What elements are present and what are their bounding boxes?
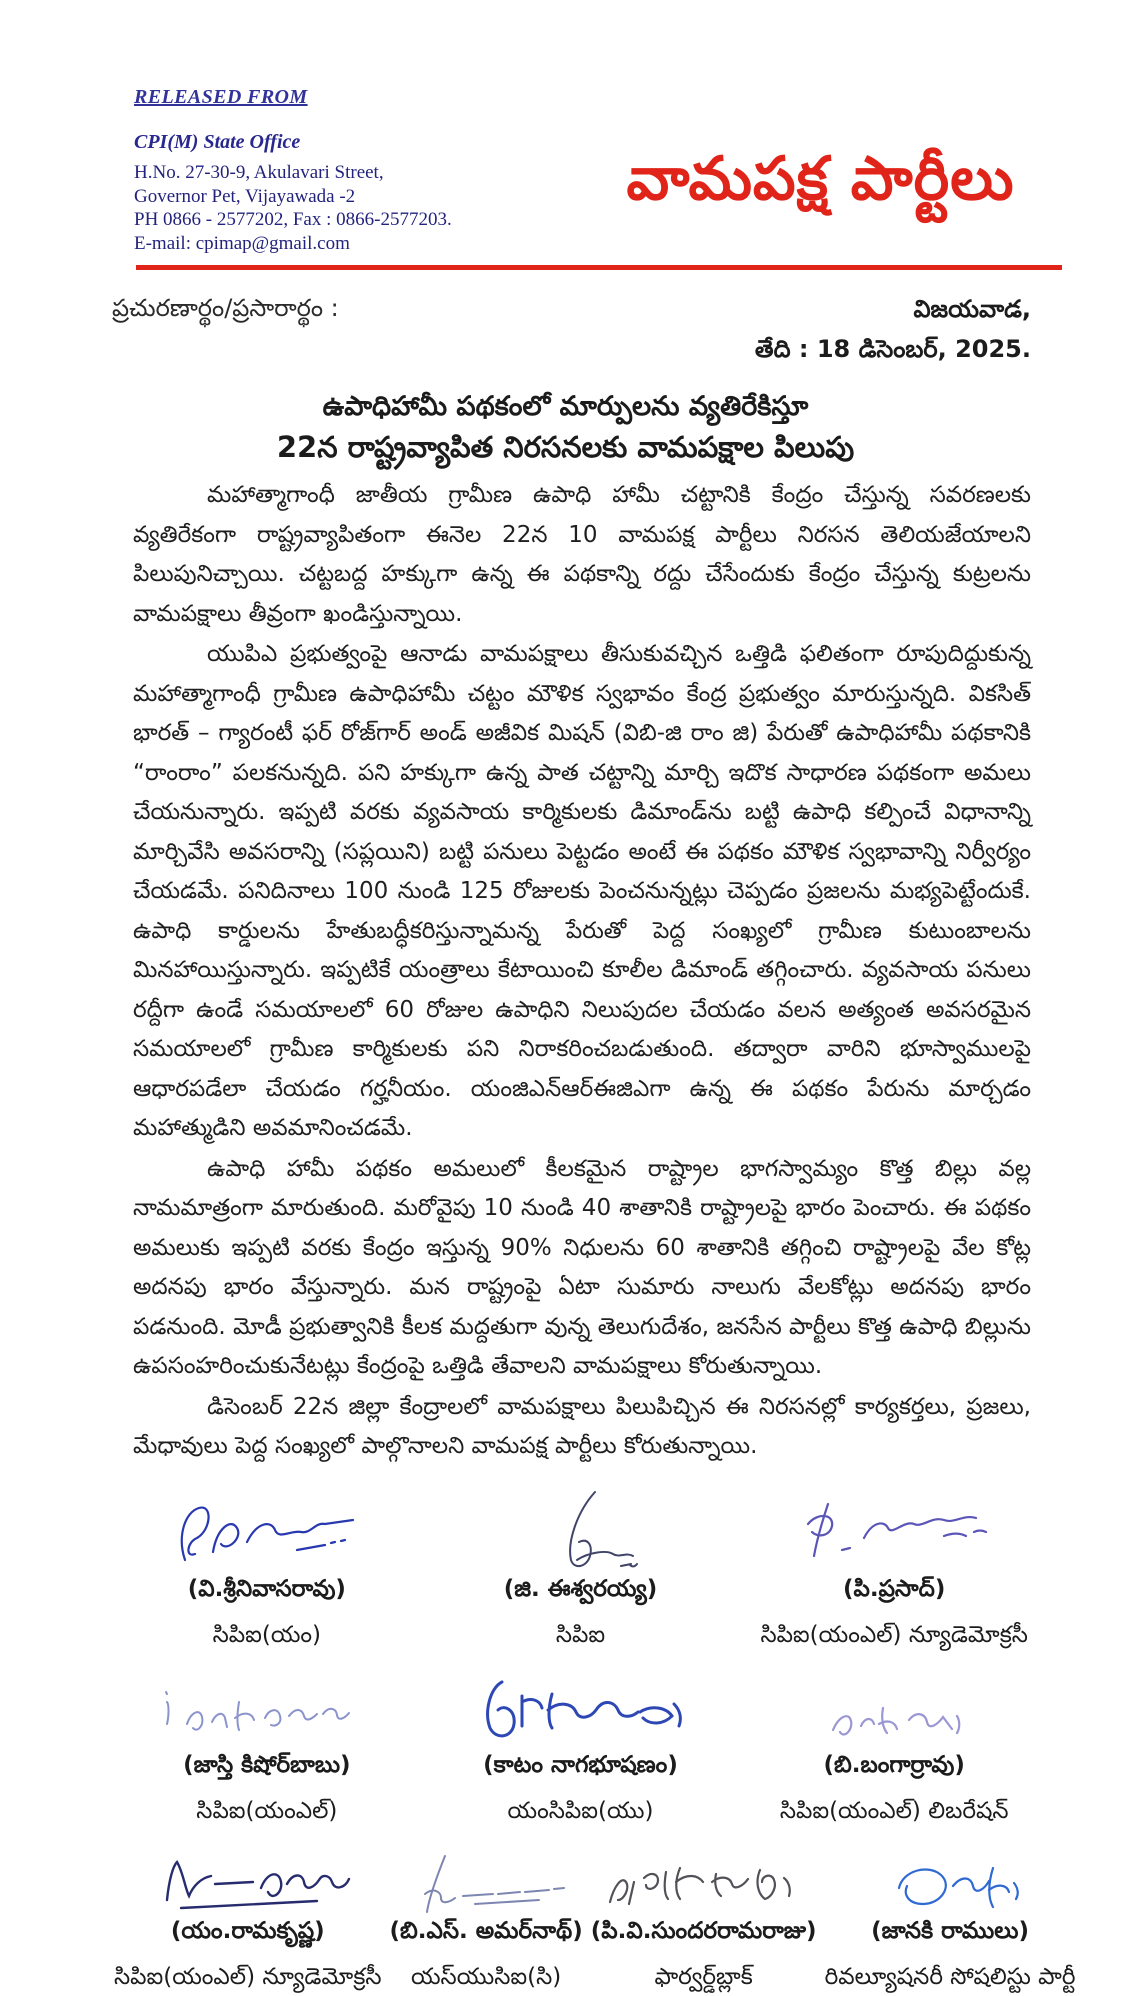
signer-party: సిపిఐ(యంఎల్): [196, 1797, 338, 1824]
signer-name: (పి.ప్రసాద్): [842, 1575, 946, 1602]
signer-name: (జాస్తి కిషోర్‌బాబు): [183, 1751, 351, 1778]
signature-block: [110, 1664, 424, 1830]
signature-row: [110, 1664, 1051, 1830]
headline-line1: ఉపాధిహామీ పథకంలో మార్పులను వ్యతిరేకిస్తూ: [322, 391, 809, 422]
signature-block: [110, 1482, 424, 1654]
signature-ink-kishore-babu: [114, 1670, 420, 1750]
signer-name: (కాటం నాగభూషణం): [483, 1751, 678, 1778]
signature-block: [110, 1840, 385, 1996]
address-line: H.No. 27-30-9, Akulavari Street,: [134, 162, 384, 183]
signature-ink-nagabhushanam: [428, 1670, 734, 1750]
sender-block: [134, 86, 574, 255]
signature-row: [110, 1840, 1076, 1996]
place-date-block: [755, 292, 1031, 372]
signature-block: [424, 1664, 738, 1830]
signature-block: [737, 1482, 1051, 1654]
body-text: [0, 468, 1131, 1467]
signer-party: సిపిఐ(యం): [212, 1621, 322, 1648]
paragraph: మహాత్మాగాంధీ జాతీయ గ్రామీణ ఉపాధి హామీ చట్టానికి కేంద్రం చేస్తున్న సవరణలకు వ్యతిరేకంగా రాష్ట్రవ్యాపితంగా ఈనెల 22న 10 వామపక్ష పార్టీలు నిరసన తెలియజేయాలని పిలుపునిచ్చాయి. చట్టబద్ద హక్కుగా ఉన్న ఈ పథకాన్ని రద్దు చేసేందుకు కేంద్రం చేస్తున్న కుట్రలను వామపక్షాలు తీవ్రంగా ఖండిస్తున్నాయి.: [133, 482, 1031, 627]
place-label: విజయవాడ,: [913, 295, 1031, 323]
signer-party: యస్‌యుసిఐ(సి): [410, 1963, 562, 1990]
signature-ink-amarnath: [389, 1846, 582, 1916]
signer-party: రివల్యూషనరీ సోషలిస్టు పార్టీ: [824, 1963, 1076, 1990]
address-line: Governor Pet, Vijayawada -2: [134, 185, 356, 207]
signature-ink-ramakrishna: [114, 1846, 381, 1916]
masthead: [574, 86, 1067, 255]
signer-party: సిపిఐ(యంఎల్) న్యూడెమోక్రసీ: [760, 1621, 1028, 1648]
address-line: PH 0866 - 2577202, Fax : 0866-2577203.: [134, 209, 452, 230]
signer-name: (జి. ఈశ్వరయ్య): [503, 1575, 658, 1602]
masthead-title: వామపక్ష పార్టీలు: [626, 143, 1015, 214]
signature-ink-eswaraiah: [428, 1488, 734, 1574]
paragraph: యుపిఎ ప్రభుత్వంపై ఆనాడు వామపక్షాలు తీసుకువచ్చిన ఒత్తిడి ఫలితంగా రూపుదిద్దుకున్న మహాత్మాగాంధీ గ్రామీణ ఉపాధిహామీ చట్టం మౌళిక స్వభావం కేంద్ర ప్రభుత్వం మారుస్తున్నది. వికసిత్ భారత్ – గ్యారంటీ ఫర్ రోజ్‌గార్ అండ్ అజీవిక మిషన్ (విబి-జి రాం జి) పేరుతో ఉపాధిహామీ పథకానికి “రాంరాం” పలకనున్నది. పని హక్కుగా ఉన్న పాత చట్టాన్ని మార్చి ఇదొక సాధారణ పథకంగా అమలు చేయనున్నారు. ఇప్పటి వరకు వ్యవసాయ కార్మికులకు డిమాండ్‌ను బట్టి ఉపాధి కల్పించే విధానాన్ని మార్చివేసి అవసరాన్ని (సప్లయిని) బట్టి పనులు పెట్టడం అంటే ఈ పథకం మౌళిక స్వభావాన్ని నిర్వీర్యం చేయడమే. పనిదినాలు 100 నుండి 125 రోజులకు పెంచనున్నట్లు చెప్పడం ప్రజలను మభ్యపెట్టేందుకే. ఉపాధి కార్డులను హేతుబద్ధీకరిస్తున్నామన్న పేరుతో పెద్ద సంఖ్యలో గ్రామీణ కుటుంబాలను మినహాయిస్తున్నారు. ఇప్పటికే యంత్రాలు కేటాయించి కూలీల డిమాండ్ తగ్గించారు. వ్యవసాయ పనులు రద్దీగా ఉండే సమయాలలో 60 రోజుల ఉపాధిని నిలుపుదల చేయడం వలన అత్యంత అవసరమైన సమయాలలో గ్రామీణ కార్మికులకు పని నిరాకరించబడుతుంది. తద్వారా వారిని భూస్వాములపై ఆధారపడేలా చేయడం గర్హనీయం. యంజిఎన్‌ఆర్‌ఈజిఎగా ఉన్న ఈ పథకం పేరును మార్చడం మహాత్ముడిని అవమానించడమే.: [133, 641, 1031, 1141]
signer-name: (యం.రామకృష్ణ): [170, 1917, 325, 1944]
email-line: E-mail: cpimap@gmail.com: [134, 232, 350, 254]
signature-block: [821, 1840, 1080, 1996]
purpose-label: ప్రచురణార్థం/ప్రసారార్థం :: [112, 294, 339, 322]
signature-block: [424, 1482, 738, 1654]
headline: [0, 388, 1131, 468]
office-name: CPI(M) State Office: [134, 131, 301, 153]
signer-party: యంసిపిఐ(యు): [507, 1797, 654, 1824]
signer-party: సిపిఐ(యంఎల్) లిబరేషన్: [779, 1797, 1009, 1824]
letterhead: [0, 0, 1131, 255]
signature-block: [737, 1664, 1051, 1830]
signature-ink-sundara-rama-raju: [591, 1846, 817, 1916]
paragraph: ఉపాధి హామీ పథకం అమలులో కీలకమైన రాష్ట్రాల భాగస్వామ్యం కొత్త బిల్లు వల్ల నామమాత్రంగా మారుతుంది. మరోవైపు 10 నుండి 40 శాతానికి రాష్ట్రాలపై భారం పెంచారు. ఈ పథకం అమలుకు ఇప్పటి వరకు కేంద్రం ఇస్తున్న 90% నిధులను 60 శాతానికి తగ్గించి రాష్ట్రాలపై వేల కోట్ల అదనపు భారం వేస్తున్నారు. మన రాష్ట్రంపై ఏటా సుమారు నాలుగు వేలకోట్లు అదనపు భారం పడనుంది. మోడీ ప్రభుత్వానికి కీలక మద్దతుగా వున్న తెలుగుదేశం, జనసేన పార్టీలు కొత్త ఉపాధి బిల్లును ఉపసంహరించుకునేటట్లు కేంద్రంపై ఒత్తిడి తేవాలని వామపక్షాలు కోరుతున్నాయి.: [133, 1155, 1031, 1379]
signer-name: (జానకి రాములు): [871, 1917, 1029, 1944]
date-label: తేది : 18 డిసెంబర్, 2025.: [754, 335, 1031, 363]
signature-ink-janaki-ramulu: [825, 1846, 1076, 1916]
signer-name: (పి.వి.సుందరరామరాజు): [590, 1917, 817, 1944]
signer-party: ఫార్వర్డ్‌బ్లాక్: [654, 1963, 753, 1990]
signature-block: [587, 1840, 821, 1996]
signatures-section: [0, 1468, 1131, 1996]
signature-ink-prasad: [741, 1488, 1047, 1574]
released-from-label: RELEASED FROM: [134, 86, 308, 108]
signer-name: (బి.బంగార్రావు): [823, 1751, 965, 1778]
headline-line2: 22న రాష్ట్రవ్యాపిత నిరసనలకు వామపక్షాల పిలుపు: [276, 430, 855, 464]
signature-block: [385, 1840, 586, 1996]
signer-name: (వి.శ్రీనివాసరావు): [187, 1575, 346, 1602]
signature-ink-bangar-rao: [741, 1670, 1047, 1750]
meta-row: [0, 270, 1131, 372]
signer-party: సిపిఐ: [555, 1621, 606, 1648]
signer-party: సిపిఐ(యంఎల్) న్యూడెమోక్రసీ: [114, 1963, 382, 1990]
signature-row: [110, 1482, 1051, 1654]
signature-ink-srinivasa-rao: [114, 1488, 420, 1574]
paragraph: డిసెంబర్ 22న జిల్లా కేంద్రాలలో వామపక్షాలు పిలుపిచ్చిన ఈ నిరసనల్లో కార్యకర్తలు, ప్రజలు, మేధావులు పెద్ద సంఖ్యలో పాల్గొనాలని వామపక్ష పార్టీలు కోరుతున్నాయి.: [133, 1393, 1031, 1459]
signer-name: (బి.ఎస్. అమర్‌నాథ్): [389, 1917, 583, 1944]
